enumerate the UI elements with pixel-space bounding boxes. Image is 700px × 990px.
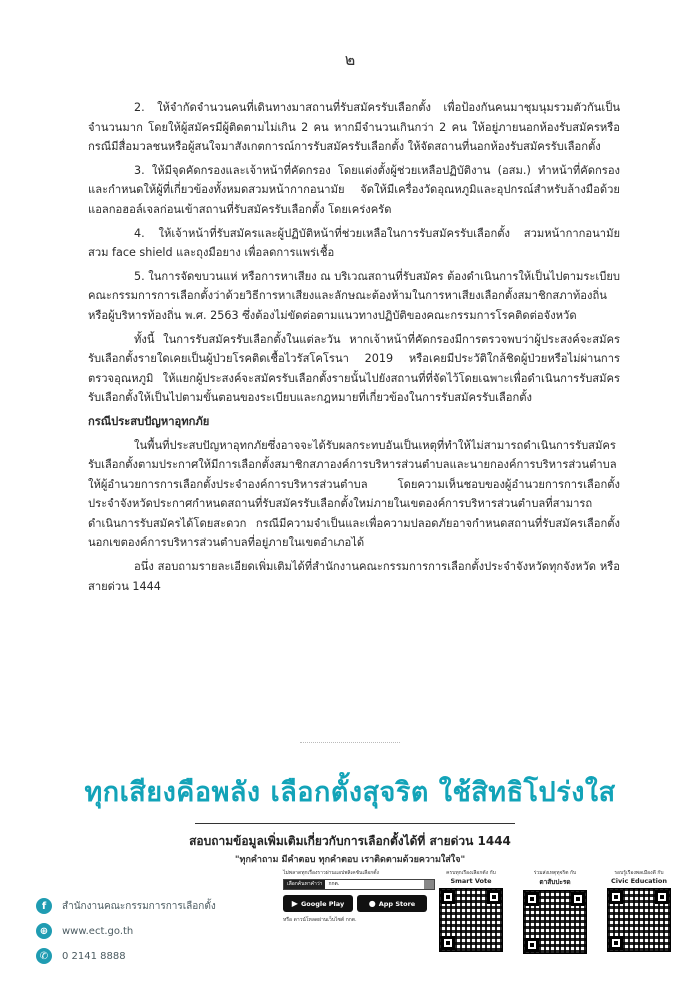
paragraph-inquiry: อนึ่ง สอบถามรายละเอียดเพิ่มเติมได้ที่สำนักงานคณะกรรมการการเลือกตั้งประจำจังหวัดทุกจังหวัด หรือ สายด่วน 1444: [88, 560, 620, 593]
contact-website-label: www.ect.go.th: [62, 925, 134, 937]
app-search-box: [283, 879, 435, 890]
facebook-icon: f: [36, 898, 52, 914]
phone-icon: ✆: [36, 948, 52, 964]
paragraph-item-2: 2. ให้จำกัดจำนวนคนที่เดินทางมาสถานที่รับสมัครรับเลือกตั้ง เพื่อป้องกันคนมาชุมนุมรวมตัวกันเป็นจำนวนมาก โดยให้ผู้สมัครมีผู้ติดตามไม่เกิน 2 คน หากมีจำนวนเกินกว่า 2 คน ให้อยู่ภายนอกห้องรับสมัครหรือกรณีมีสื่อมวลชนหรือผู้สนใจมาสังเกตการณ์การรับสมัครรับเลือกตั้ง ให้จัดสถานที่นอกห้องรับสมัครรับเลือกตั้ง: [88, 101, 620, 154]
campaign-slogan: ทุกเสียงคือพลัง เลือกตั้งสุจริต ใช้สิทธิโปร่งใส: [84, 777, 616, 808]
apple-icon: ●: [368, 899, 376, 908]
divider: [300, 742, 400, 743]
qr-smart-vote[interactable]: ครบทุกเรื่องเลือกตั้ง กับ Smart Vote: [436, 870, 506, 952]
google-play-badge[interactable]: ▶ Google Play: [283, 895, 353, 912]
app-search-label: เลือกค้นหาคำว่า: [284, 880, 325, 889]
paragraph-item-5: 5. ในการจัดขบวนแห่ หรือการหาเสียง ณ บริเวณสถานที่รับสมัคร ต้องดำเนินการให้เป็นไปตามระเบียบคณะกรรมการการเลือกตั้งว่าด้วยวิธีการหาเสียงและลักษณะต้องห้ามในการหาเสียงเลือกตั้งสมาชิกสภาท้องถิ่นหรือผู้บริหารท้องถิ่น พ.ศ. 2563 ซึ่งต้องไม่ขัดต่อตามแนวทางปฏิบัติของคณะกรรมการโรคติดต่อจังหวัด: [88, 269, 620, 322]
contact-website[interactable]: [36, 923, 133, 939]
contact-facebook[interactable]: [36, 898, 216, 914]
play-icon: ▶: [291, 899, 298, 908]
qr-ta-sapparot[interactable]: ร่วมส่งเหตุทุจริต กับ ตาสับปะรด: [520, 870, 590, 954]
qr-civic-education[interactable]: รอบรู้เรื่องพลเมืองดี กับ Civic Education: [604, 870, 674, 952]
qr-code-icon: [607, 888, 671, 952]
hotline-text: สอบถามข้อมูลเพิ่มเติมเกี่ยวกับการเลือกตั้งได้ที่ สายด่วน 1444: [189, 834, 511, 848]
contact-facebook-label: สำนักงานคณะกรรมการการเลือกตั้ง: [62, 900, 216, 912]
hotline-quote: "ทุกคำถาม มีคำตอบ ทุกคำตอบ เราติดตามด้วยความใส่ใจ": [234, 855, 466, 865]
app-download: [283, 870, 435, 924]
app-note: ไม่พลาดทุกเรื่องราวผ่านแอปพลิเคชันเลือกตั้ง: [283, 870, 379, 876]
contact-phone-label: 0 2141 8888: [62, 950, 126, 962]
globe-icon: ⊕: [36, 923, 52, 939]
app-foot-note: หรือ ดาวน์โหลดผ่านเว็บไซต์ กกต.: [283, 917, 357, 923]
paragraph-note: ทั้งนี้ ในการรับสมัครรับเลือกตั้งในแต่ละวัน หากเจ้าหน้าที่คัดกรองมีการตรวจพบว่าผู้ประสงค์จะสมัครรับเลือกตั้งรายใดเคยเป็นผู้ป่วยโรคติดเชื้อไวรัสโคโรนา 2019 หรือเคยมีประวัติใกล้ชิดผู้ป่วยหรือไม่ผ่านการตรวจอุณหภูมิ ให้แยกผู้ประสงค์จะสมัครรับเลือกตั้งรายนั้นไปยังสถานที่ที่จัดไว้โดยเฉพาะเพื่อดำเนินการรับสมัครรับเลือกตั้งให้เป็นไปตามขั้นตอนของระเบียบและกฎหมายที่เกี่ยวข้องในการรับสมัครรับเลือกตั้ง: [88, 332, 620, 405]
search-icon: [424, 880, 434, 889]
document-body: [88, 98, 620, 600]
section-heading-flood: กรณีประสบปัญหาอุทกภัย: [88, 414, 210, 428]
page-number: ๒: [344, 50, 356, 69]
paragraph-item-4: 4. ให้เจ้าหน้าที่รับสมัครและผู้ปฏิบัติหน้าที่ช่วยเหลือในการรับสมัครรับเลือกตั้ง สวมหน้ากากอนามัย สวม face shield และถุงมือยาง เพื่อลดการแพร่เชื้อ: [88, 226, 620, 260]
app-search-value: กกต.: [325, 880, 424, 889]
hotline-divider: [195, 823, 515, 824]
paragraph-item-3: 3. ให้มีจุดคัดกรองและเจ้าหน้าที่คัดกรอง โดยแต่งตั้งผู้ช่วยเหลือปฏิบัติงาน (อสม.) ทำหน้าที่คัดกรองและกำหนดให้ผู้ที่เกี่ยวข้องทั้งหมดสวมหน้ากากอนามัย จัดให้มีเครื่องวัดอุณหภูมิและอุปกรณ์สำหรับล้างมือด้วยแอลกอฮอล์เจลก่อนเข้าสถานที่รับสมัครรับเลือกตั้ง โดยเคร่งครัด: [88, 163, 620, 216]
paragraph-flood: ในพื้นที่ประสบปัญหาอุทกภัยซึ่งอาจจะได้รับผลกระทบอันเป็นเหตุที่ทำให้ไม่สามารถดำเนินการรับสมัครรับเลือกตั้งตามประกาศให้มีการเลือกตั้งสมาชิกสภาองค์การบริหารส่วนตำบลและนายกองค์การบริหารส่วนตำบล ให้ผู้อำนวยการการเลือกตั้งประจำองค์การบริหารส่วนตำบล โดยความเห็นชอบของผู้อำนวยการการเลือกตั้งประจำจังหวัดประกาศกำหนดสถานที่รับสมัครรับเลือกตั้งใหม่ภายในเขตองค์การบริหารส่วนตำบลที่สามารถดำเนินการรับสมัครได้โดยสะดวก กรณีมีความจำเป็นและเพื่อความปลอดภัยอาจกำหนดสถานที่รับสมัครเลือกตั้งนอกเขตองค์การบริหารส่วนตำบลที่อยู่ภายในเขตอำเภอได้: [88, 438, 620, 550]
qr-code-icon: [439, 888, 503, 952]
contact-phone[interactable]: [36, 948, 126, 964]
app-store-badge[interactable]: ● App Store: [357, 895, 427, 912]
qr-code-icon: [523, 890, 587, 954]
